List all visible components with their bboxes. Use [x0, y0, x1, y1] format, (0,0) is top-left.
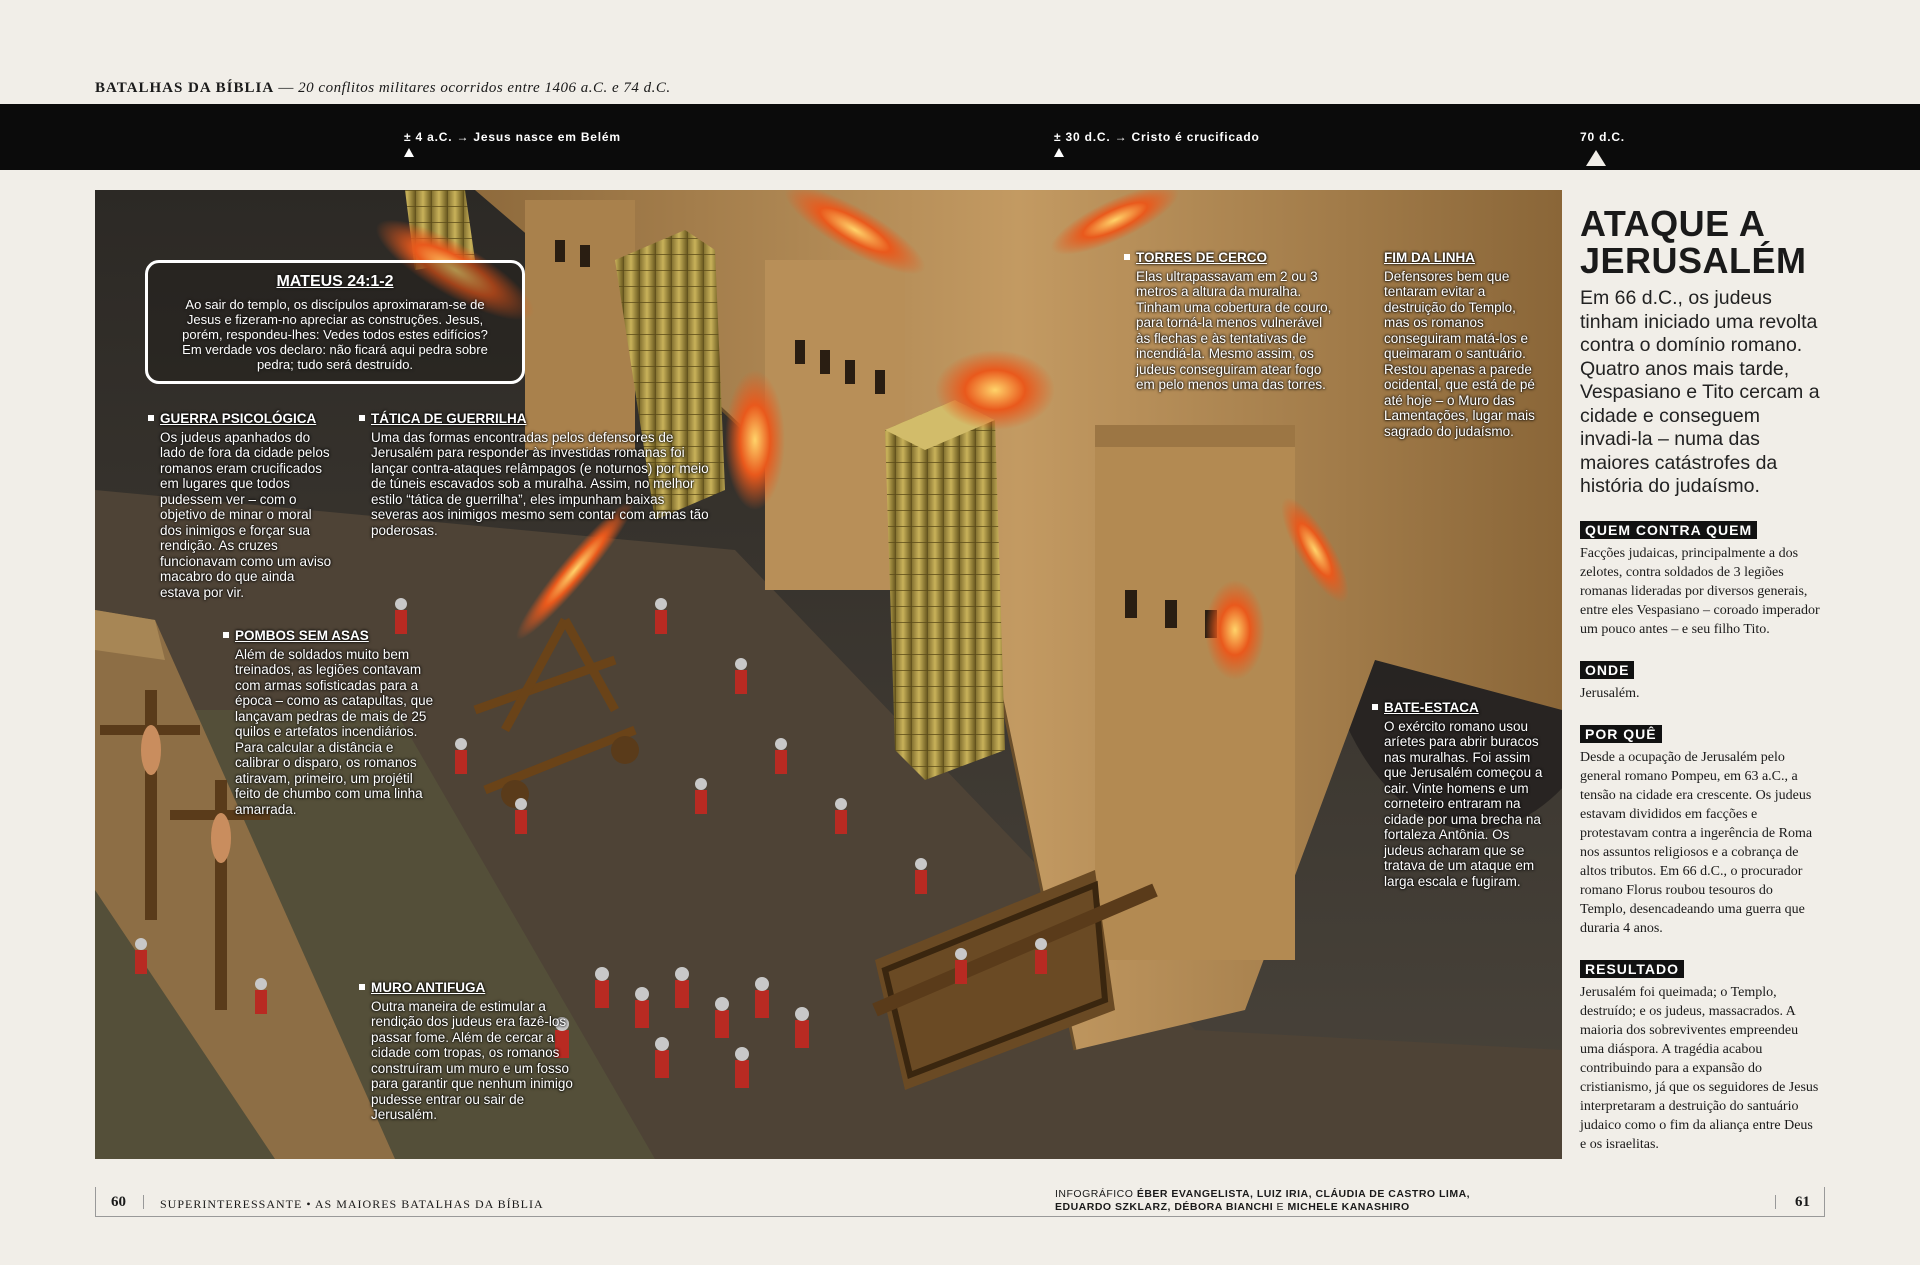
timeline-bar: [0, 104, 1920, 170]
callout-marker-icon: [223, 632, 229, 638]
page-footer: [95, 1187, 1825, 1217]
quote-text: Ao sair do templo, os discípulos aproximaram-se de Jesus e fizeram-no apreciar as construções. Jesus, porém, respondeu-lhes: Vedes todos estes edifícios? Em verdade vos declaro: não ficará aqui pedra sobre pedra; tudo será destruído.: [182, 297, 488, 372]
timeline-mark-birth: [404, 130, 621, 157]
section-text: Desde a ocupação de Jerusalém pelo general romano Pompeu, em 63 a.C., a tensão na cidade era crescente. Os judeus estavam divididos em facções e protestavam contra a ingerência de Roma nos assuntos religiosos e a cobrança de altos tributos. Em 66 d.C., o procurador romano Florus roubou tesouros do Templo, desencadeando uma guerra que duraria 4 anos.: [1580, 749, 1813, 936]
article-title: ATAQUE A JERUSALÉM: [1580, 203, 1807, 281]
article-lede: Em 66 d.C., os judeus tinham iniciado uma revolta contra o domínio romano. Quatro anos mais tarde, Vespasiano e Tito cercam a cidade e conseguem invadi-la – numa das maiores catástrofes da história do judaísmo.: [1580, 287, 1820, 497]
callout-text: Elas ultrapassavam em 2 ou 3 metros a altura da muralha. Tinham uma cobertura de couro, para torná-la menos vulnerável às flechas e às tentativas de incendiá-la. Mesmo assim, os judeus conseguiram atear fogo em pelo menos uma das torres.: [1136, 268, 1332, 392]
running-head: [95, 80, 671, 97]
callout-bate-estaca: [1384, 700, 1544, 889]
callout-title: FIM DA LINHA: [1384, 250, 1475, 265]
timeline-mark-current: [1580, 130, 1625, 166]
running-head-separator: —: [274, 80, 299, 96]
timeline-date: ± 30 d.C.: [1054, 130, 1111, 144]
section-text: Facções judaicas, principalmente a dos zelotes, contra soldados de 3 legiões romanas lideradas por diversos generais, entre eles Vespasiano – coroado imperador um pouco antes – e seu filho Tito.: [1580, 545, 1820, 637]
callout-tatica-guerrilha: [371, 411, 711, 538]
bible-quote-box: [145, 260, 525, 384]
section-quem-contra-quem: [1580, 499, 1820, 639]
section-text: Jerusalém.: [1580, 685, 1640, 701]
timeline-mark-crucifixion: [1054, 130, 1260, 157]
left-page-number: 60: [111, 1194, 126, 1210]
siege-illustration: [95, 190, 1562, 1159]
footer-divider: [143, 1195, 144, 1209]
callout-marker-icon: [359, 984, 365, 990]
section-onde: [1580, 639, 1820, 703]
credit-line-1: ÉBER EVANGELISTA, LUIZ IRIA, CLÁUDIA DE CASTRO LIMA,: [1136, 1188, 1471, 1200]
credit-label: INFOGRÁFICO: [1055, 1188, 1134, 1200]
credit-line-2b: MICHELE KANASHIRO: [1287, 1201, 1410, 1213]
footer-divider: [95, 1187, 96, 1217]
triangle-marker-icon: [1054, 148, 1064, 157]
callout-text: Os judeus apanhados do lado de fora da cidade pelos romanos eram crucificados em lugares que todos pudessem ver – com o objetivo de minar o moral dos inimigos e forçar sua rendição. As cruzes funcionavam como um aviso macabro do que ainda estava por vir.: [160, 429, 332, 600]
callout-title: TORRES DE CERCO: [1136, 250, 1268, 265]
callout-fim-da-linha: [1384, 250, 1544, 439]
footer-divider: [1775, 1195, 1776, 1209]
callout-title: TÁTICA DE GUERRILHA: [371, 411, 527, 426]
timeline-event: → Cristo é crucificado: [1114, 130, 1260, 144]
callout-title: MURO ANTIFUGA: [371, 980, 486, 995]
callout-marker-icon: [359, 415, 365, 421]
callout-muro-antifuga: [371, 980, 576, 1123]
timeline-date: 70 d.C.: [1580, 130, 1625, 144]
current-position-triangle-icon: [1586, 150, 1606, 166]
callout-title: POMBOS SEM ASAS: [235, 628, 369, 643]
section-label: RESULTADO: [1580, 960, 1684, 978]
credit-line-2a: EDUARDO SZKLARZ, DÉBORA BIANCHI: [1055, 1201, 1274, 1213]
callout-guerra-psicologica: [160, 411, 332, 600]
book-title: BATALHAS DA BÍBLIA: [95, 80, 275, 96]
section-por-que: [1580, 703, 1820, 938]
callout-torres-de-cerco: [1136, 250, 1336, 393]
callout-text: O exército romano usou aríetes para abrir buracos nas muralhas. Foi assim que Jerusalém começou a cair. Vinte homens e um corneteiro entraram na cidade por uma brecha na fortaleza Antônia. Os judeus acharam que se tratava de um ataque em larga escala e fugiram.: [1384, 718, 1543, 889]
credit-and: E: [1273, 1201, 1288, 1213]
section-label: POR QUÊ: [1580, 725, 1662, 743]
callout-pombos-sem-asas: [235, 628, 435, 817]
callout-marker-icon: [148, 415, 154, 421]
section-text: Jerusalém foi queimada; o Templo, destruído; e os judeus, massacrados. A maioria dos sobreviventes empreendeu uma diáspora. A tragédia acabou contribuindo para a expansão do cristianismo, já que os seguidores de Jesus interpretaram a destruição do santuário judaico como o fim da aliança entre Deus e os israelitas.: [1580, 984, 1819, 1152]
callout-title: GUERRA PSICOLÓGICA: [160, 411, 317, 426]
quote-title: MATEUS 24:1-2: [276, 273, 394, 290]
section-resultado: [1580, 938, 1820, 1154]
section-label: QUEM CONTRA QUEM: [1580, 521, 1757, 539]
callout-text: Defensores bem que tentaram evitar a destruição do Templo, mas os romanos conseguiram matá-los e queimaram o santuário. Restou apenas a parede ocidental, que está de pé até hoje – o Muro das Lamentações, lugar mais sagrado do judaísmo.: [1384, 268, 1535, 439]
callout-marker-icon: [1124, 254, 1130, 260]
magazine-name: SUPERINTERESSANTE • AS MAIORES BATALHAS DA BÍBLIA: [160, 1197, 544, 1211]
right-page-number: 61: [1795, 1194, 1810, 1210]
callout-text: Além de soldados muito bem treinados, as legiões contavam com armas sofisticadas para a época – como as catapultas, que lançavam pedras de mais de 25 quilos e artefatos incendiários. Para calcular a distância e calibrar o disparo, os romanos atiravam, primeiro, um projétil feito de chumbo com uma linha amarrada.: [235, 646, 434, 817]
timeline-date: ± 4 a.C.: [404, 130, 453, 144]
callout-marker-icon: [1372, 704, 1378, 710]
article-sidebar: [1580, 205, 1820, 1154]
triangle-marker-icon: [404, 148, 414, 157]
callout-title: BATE-ESTACA: [1384, 700, 1479, 715]
book-subtitle: 20 conflitos militares ocorridos entre 1406 a.C. e 74 d.C.: [298, 80, 671, 96]
timeline-event: → Jesus nasce em Belém: [456, 130, 621, 144]
infographic-credits: [1055, 1188, 1470, 1214]
callout-text: Outra maneira de estimular a rendição dos judeus era fazê-los passar fome. Além de cercar a cidade com tropas, os romanos construíram um muro e um fosso para garantir que nenhum inimigo pudesse entrar ou sair de Jerusalém.: [371, 998, 573, 1122]
section-label: ONDE: [1580, 661, 1634, 679]
footer-divider: [1824, 1187, 1825, 1217]
callout-text: Uma das formas encontradas pelos defensores de Jerusalém para responder às investidas romanas foi lançar contra-ataques relâmpagos (e noturnos) por meio de túneis escavados sob a muralha. Assim, no melhor estilo “tática de guerrilha”, eles impunham baixas severas aos inimigos mesmo sem contar com armas tão poderosas.: [371, 429, 709, 538]
